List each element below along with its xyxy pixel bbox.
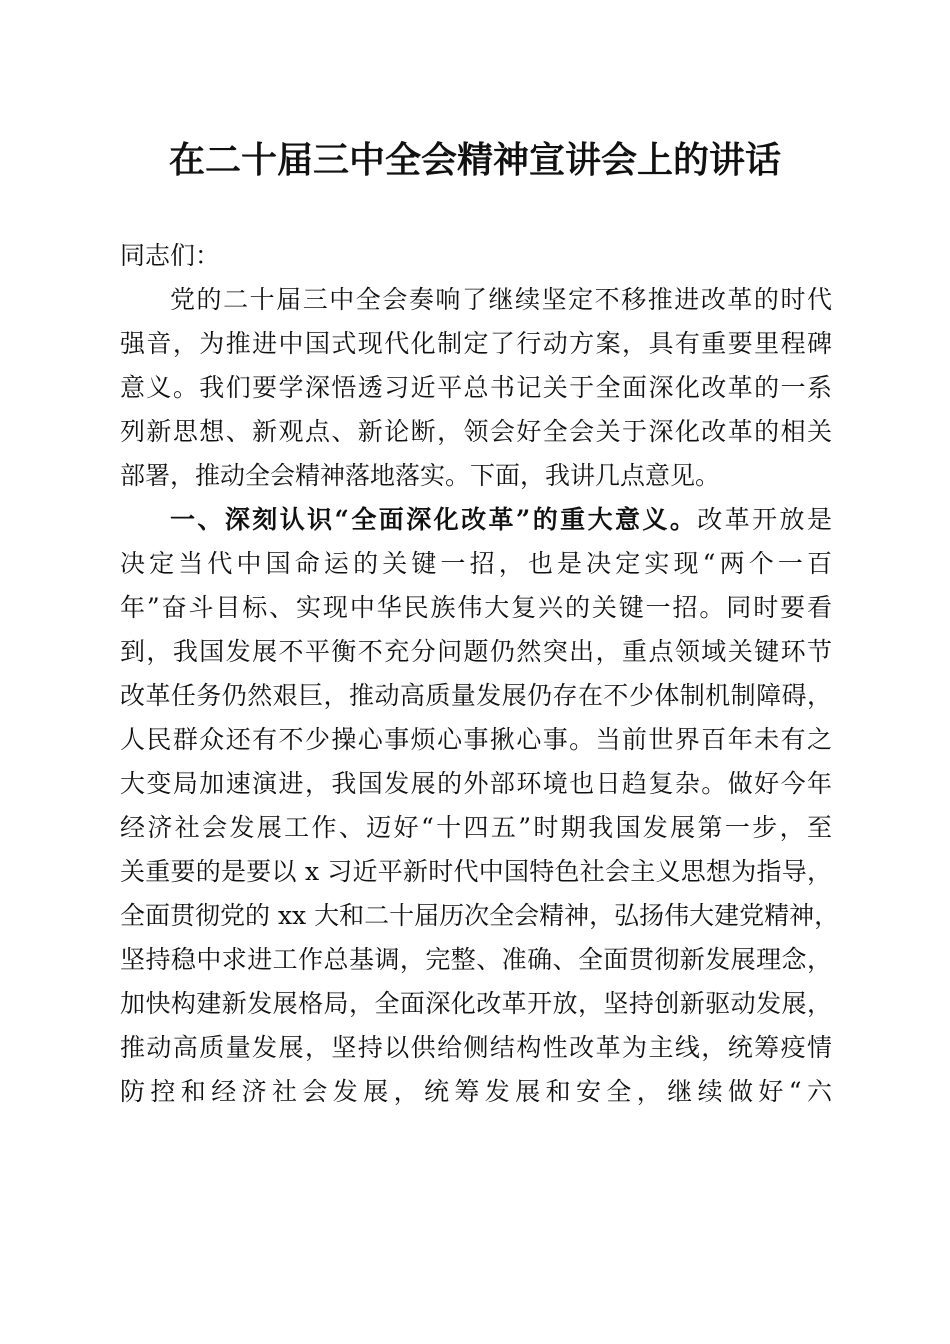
- paragraph-line: 年”奋斗目标、实现中华民族伟大复兴的关键一招。同时要看: [120, 593, 832, 622]
- section-heading: 一、深刻认识“全面深化改革”的重大意义。: [170, 505, 698, 534]
- paragraph-line: 部署，推动全会精神落地落实。下面，我讲几点意见。: [120, 461, 721, 490]
- paragraph-line: 大变局加速演进，我国发展的外部环境也日趋复杂。做好今年: [120, 769, 832, 798]
- section-heading-rest: 改革开放是: [697, 505, 832, 534]
- document-title: 在二十届三中全会精神宣讲会上的讲话: [168, 139, 781, 181]
- paragraph-line: 关重要的是要以 x 习近平新时代中国特色社会主义思想为指导，: [120, 857, 832, 886]
- paragraph-line: 推动高质量发展，坚持以供给侧结构性改革为主线，统筹疫情: [120, 1033, 832, 1062]
- paragraph-line: 列新思想、新观点、新论断，领会好全会关于深化改革的相关: [120, 417, 832, 446]
- paragraph-line: 经济社会发展工作、迈好“十四五”时期我国发展第一步，至: [120, 813, 832, 842]
- paragraph-line: 防控和经济社会发展，统筹发展和安全，继续做好“六: [120, 1077, 832, 1106]
- paragraph-line: 决定当代中国命运的关键一招，也是决定实现“两个一百: [120, 549, 832, 578]
- section-heading-line: [170, 498, 832, 542]
- paragraph-line: 强音，为推进中国式现代化制定了行动方案，具有重要里程碑: [120, 329, 832, 358]
- paragraph-line: 改革任务仍然艰巨，推动高质量发展仍存在不少体制机制障碍，: [120, 681, 832, 710]
- paragraph-line: 人民群众还有不少操心事烦心事揪心事。当前世界百年未有之: [120, 725, 832, 754]
- paragraph-line: 全面贯彻党的 xx 大和二十届历次全会精神，弘扬伟大建党精神，: [120, 901, 840, 930]
- paragraph-line: 加快构建新发展格局，全面深化改革开放，坚持创新驱动发展，: [120, 989, 832, 1018]
- paragraph-line: 坚持稳中求进工作总基调，完整、准确、全面贯彻新发展理念，: [120, 945, 832, 974]
- paragraph-line: 党的二十届三中全会奏响了继续坚定不移推进改革的时代: [170, 285, 832, 314]
- paragraph-line: 意义。我们要学深悟透习近平总书记关于全面深化改革的一系: [120, 373, 832, 402]
- salutation: 同志们：: [120, 241, 221, 270]
- paragraph-line: 到，我国发展不平衡不充分问题仍然突出，重点领域关键环节: [120, 637, 832, 666]
